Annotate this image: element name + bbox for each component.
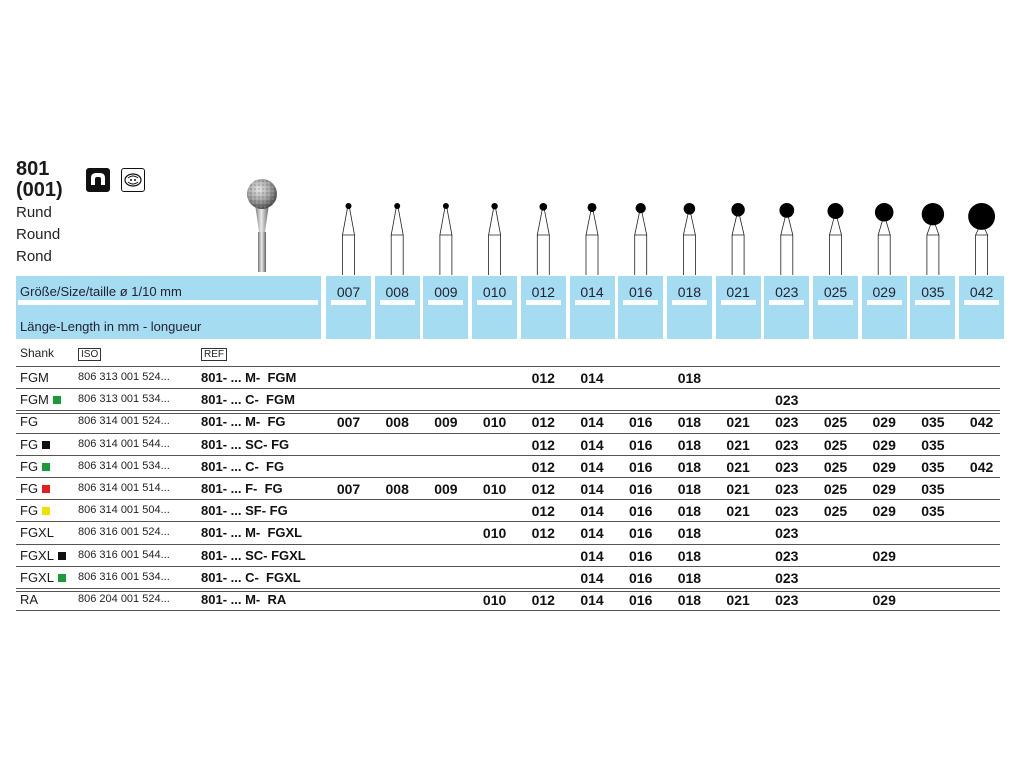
size-availability-cell: 009 [434,414,458,431]
size-availability-cell: 029 [872,503,896,520]
size-availability-cell: 042 [969,458,994,475]
size-length-slot [867,300,902,305]
size-availability-cell: 018 [677,458,702,475]
shape-name-en: Round [16,226,61,243]
size-availability-cell: 016 [629,458,653,475]
size-header-018: 018 [677,284,702,300]
size-availability-cell: 012 [531,370,555,386]
row-divider [16,544,1000,545]
size-header-008: 008 [385,284,409,300]
size-availability-cell: 018 [677,592,702,608]
size-availability-cell: 021 [726,458,750,475]
shank-cell [20,525,54,540]
size-availability-cell: 012 [531,436,555,453]
size-availability-cell: 029 [872,458,896,475]
shank-cell [20,503,50,518]
size-header-025: 025 [823,284,848,300]
ref-header: REF [201,348,227,361]
shank-cell [20,481,50,496]
size-availability-cell: 014 [580,525,604,542]
crown-preparation-icon [121,168,145,192]
size-availability-cell: 021 [726,592,750,608]
iso-code: 806 313 001 534... [78,393,170,406]
size-availability-cell: 012 [531,592,555,608]
shank-type: FGM [20,370,49,385]
size-availability-cell: 021 [726,481,750,497]
shank-cell [20,548,66,563]
size-availability-cell: 012 [531,458,555,475]
size-availability-cell: 016 [629,569,653,586]
size-header-010: 010 [482,284,507,300]
size-availability-cell: 029 [872,547,896,564]
size-availability-cell: 014 [580,547,604,564]
size-length-slot [575,300,610,305]
size-label: Größe/Size/taille ø 1/10 mm [20,284,182,299]
shank-type: FG [20,436,39,452]
shape-name-fr: Rond [16,248,52,265]
row-divider [16,455,1000,456]
iso-code: 806 316 001 534... [78,570,170,583]
grit-color-marker [42,507,50,515]
size-availability-cell: 012 [531,503,555,520]
size-availability-cell: 021 [726,503,750,520]
size-header-014: 014 [580,284,604,300]
shank-type: FG [20,503,39,519]
size-availability-cell: 007 [336,414,361,431]
size-availability-cell: 025 [823,414,848,431]
band-separator [18,300,318,305]
bur-profile-016 [635,203,647,275]
iso-header: ISO [78,348,101,361]
iso-code: 806 314 001 544... [78,437,170,450]
size-length-slot [721,300,756,305]
size-availability-cell: 007 [336,481,361,497]
bur-profile-009 [440,203,452,275]
size-availability-cell: 035 [921,503,945,520]
size-header-009: 009 [434,284,458,300]
size-availability-cell: 016 [629,525,653,542]
ref-code: 801- ... C- FGXL [201,569,301,585]
size-availability-cell: 016 [629,503,653,520]
size-availability-cell: 025 [823,503,848,520]
row-divider [16,366,1000,367]
size-availability-cell: 029 [872,481,896,497]
shape-name-de: Rund [16,204,52,221]
shank-type: RA [20,592,39,607]
shank-cell [20,392,61,407]
size-header-042: 042 [969,284,994,300]
ref-code: 801- ... SF- FG [201,503,288,519]
shank-type: FGXL [20,525,54,541]
size-availability-cell: 035 [921,414,945,431]
size-availability-cell: 014 [580,370,604,386]
iso-code: 806 314 001 504... [78,504,170,517]
size-availability-cell: 010 [482,592,507,608]
size-length-slot [818,300,853,305]
size-availability-cell: 023 [775,414,799,431]
size-availability-cell: 021 [726,436,750,453]
size-availability-cell: 029 [872,436,896,453]
ref-code: 801- ... C- FG [201,458,285,474]
row-divider [16,477,1000,478]
size-availability-cell: 035 [921,436,945,453]
size-availability-cell: 008 [385,481,409,497]
size-availability-cell: 023 [775,458,799,475]
bur-profile-042 [968,203,995,275]
shank-type: FG [20,481,39,496]
size-length-slot [672,300,707,305]
size-availability-cell: 012 [531,481,555,497]
shank-cell [20,370,49,385]
size-header-016: 016 [629,284,653,300]
ref-code: 801- ... SC- FGXL [201,547,306,563]
row-divider [16,499,1000,500]
grit-color-marker [58,552,66,560]
size-length-slot [964,300,999,305]
size-availability-cell: 014 [580,503,604,520]
size-availability-cell: 018 [677,370,702,386]
size-header-035: 035 [921,284,945,300]
shank-type: FGXL [20,547,54,563]
shank-type: FG [20,414,39,430]
size-availability-cell: 014 [580,458,604,475]
size-availability-cell: 010 [482,414,507,431]
bur-profiles [0,195,1000,275]
ref-code: 801- ... F- FG [201,481,283,496]
size-availability-cell: 010 [482,525,507,542]
size-header-021: 021 [726,284,750,300]
size-availability-cell: 035 [921,481,945,497]
size-availability-cell: 016 [629,547,653,564]
row-divider [16,610,1000,611]
size-length-slot [428,300,463,305]
shank-cell [20,459,50,474]
size-availability-cell: 021 [726,414,750,431]
size-availability-cell: 023 [775,392,799,409]
size-availability-cell: 014 [580,592,604,608]
bur-profile-023 [779,203,794,275]
size-availability-cell: 023 [775,547,799,564]
size-availability-cell: 023 [775,569,799,586]
size-availability-cell: 018 [677,503,702,520]
size-availability-cell: 035 [921,458,945,475]
ref-code: 801- ... M- FGM [201,370,297,385]
shank-type: FGXL [20,569,54,585]
size-header-012: 012 [531,284,555,300]
bur-profile-008 [391,203,403,275]
shank-type: FG [20,458,39,474]
bur-profile-014 [586,203,598,275]
size-length-slot [915,300,950,305]
row-divider [16,433,1000,434]
size-availability-cell: 018 [677,525,702,542]
size-availability-cell: 014 [580,414,604,431]
size-availability-cell: 023 [775,481,799,497]
size-availability-cell: 008 [385,414,409,431]
bur-profile-021 [731,203,744,275]
iso-code: 806 313 001 524... [78,371,170,383]
ref-code: 801- ... M- RA [201,592,287,607]
bur-profile-018 [683,203,695,275]
size-availability-cell: 023 [775,436,799,453]
contra-angle-handpiece-icon [86,168,110,192]
size-availability-cell: 023 [775,592,799,608]
size-length-slot [769,300,804,305]
bur-profile-035 [922,203,944,275]
iso-code: 806 316 001 544... [78,548,170,561]
bur-profile-007 [343,203,355,275]
bur-profile-025 [828,203,844,275]
size-availability-cell: 010 [482,481,507,497]
size-availability-cell: 016 [629,592,653,608]
product-number: 801 [16,158,50,180]
size-availability-cell: 014 [580,481,604,497]
size-availability-cell: 023 [775,503,799,520]
bur-profile-010 [489,203,501,275]
row-divider [16,521,1000,522]
size-availability-cell: 014 [580,569,604,586]
ref-code: 801- ... M- FG [201,414,286,430]
iso-code: 806 204 001 524... [78,593,170,605]
size-length-slot [623,300,658,305]
size-availability-cell: 018 [677,481,702,497]
iso-code: 806 314 001 524... [78,415,170,428]
size-availability-cell: 016 [629,436,653,453]
size-length-slot [526,300,561,305]
size-availability-cell: 025 [823,481,848,497]
size-length-slot [331,300,366,305]
size-availability-cell: 018 [677,547,702,564]
size-availability-cell: 009 [434,481,458,497]
size-availability-cell: 025 [823,436,848,453]
row-divider [16,388,1000,389]
size-availability-cell: 012 [531,525,555,542]
grit-color-marker [42,463,50,471]
iso-code: 806 316 001 524... [78,526,170,539]
size-length-slot [380,300,415,305]
size-availability-cell: 023 [775,525,799,542]
shank-cell [20,437,50,452]
grit-color-marker [53,396,61,404]
size-header-007: 007 [336,284,361,300]
size-availability-cell: 018 [677,569,702,586]
grit-color-marker [58,574,66,582]
size-availability-cell: 018 [677,414,702,431]
row-divider [16,566,1000,567]
size-availability-cell: 029 [872,414,896,431]
size-length-slot [477,300,512,305]
size-availability-cell: 042 [969,414,994,431]
iso-code: 806 314 001 534... [78,459,170,472]
size-availability-cell: 025 [823,458,848,475]
bur-profile-029 [875,203,894,275]
size-availability-cell: 029 [872,592,896,608]
length-label: Länge-Length in mm - longueur [20,319,202,334]
size-availability-cell: 018 [677,436,702,453]
bur-profile-012 [537,203,549,275]
size-availability-cell: 014 [580,436,604,453]
ref-code: 801- ... M- FGXL [201,525,303,541]
ref-code: 801- ... SC- FG [201,436,290,452]
size-availability-cell: 016 [629,481,653,497]
shank-cell [20,592,38,607]
grit-color-marker [42,485,50,493]
product-iso-number: (001) [16,179,63,201]
ref-code: 801- ... C- FGM [201,392,295,408]
size-header-029: 029 [872,284,896,300]
size-availability-cell: 012 [531,414,555,431]
shank-type: FGM [20,392,49,408]
shank-header: Shank [20,346,55,360]
size-header-023: 023 [775,284,799,300]
grit-color-marker [42,441,50,449]
iso-code: 806 314 001 514... [78,482,170,494]
shank-cell [20,414,38,429]
shank-cell [20,570,66,585]
size-availability-cell: 016 [629,414,653,431]
